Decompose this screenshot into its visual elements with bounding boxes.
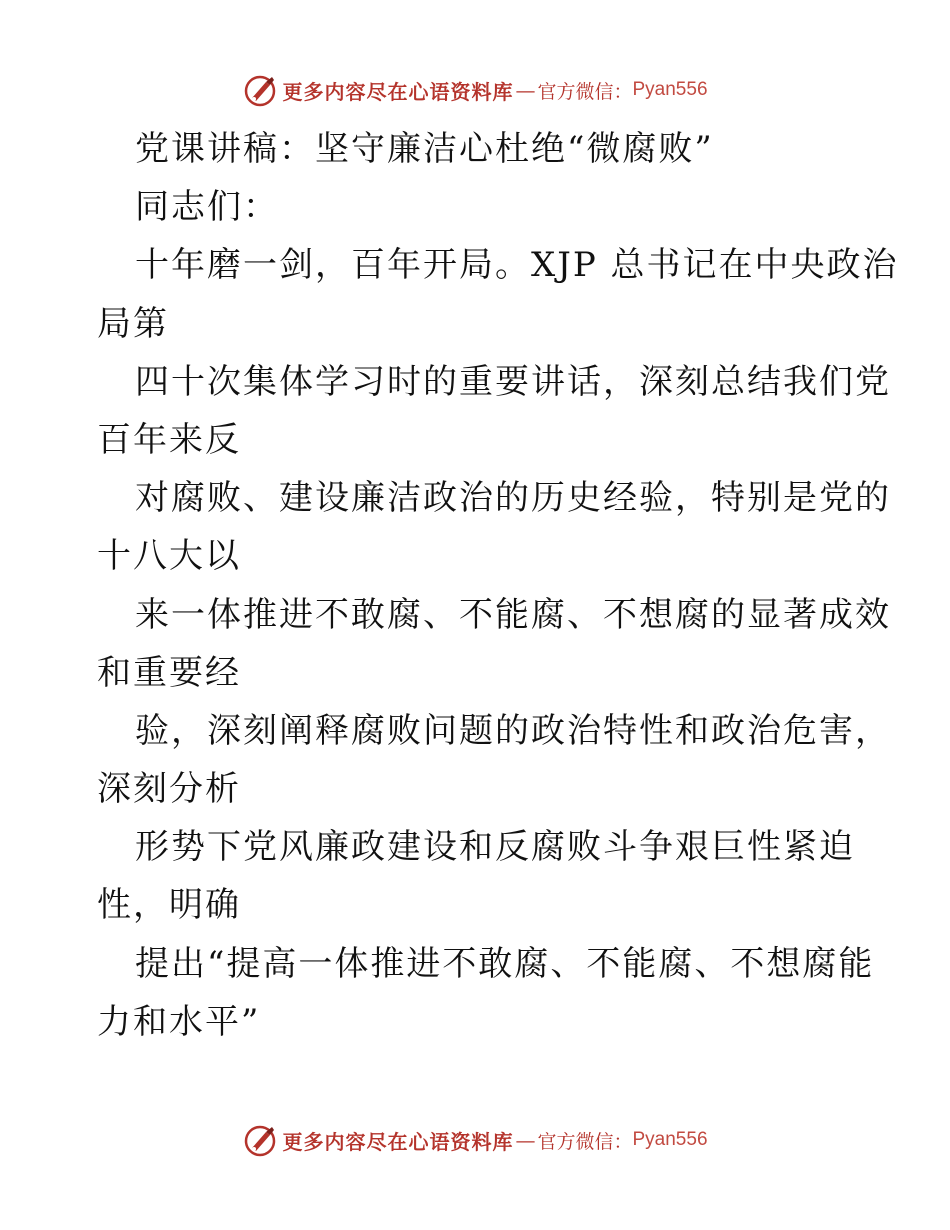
text-line: 深刻分析: [97, 769, 241, 810]
text-line: 百年来反: [97, 419, 241, 460]
banner-main-text: 更多内容尽在心语资料库: [282, 1129, 514, 1154]
text-line: 对腐败、建设廉洁政治的历史经验，特别是党的: [135, 478, 891, 519]
banner-separator: —: [515, 78, 536, 102]
pen-logo-icon: [242, 1122, 278, 1158]
pen-logo-icon: [242, 72, 278, 108]
text-line: 提出“提高一体推进不敢腐、不能腐、不想腐能: [135, 943, 875, 984]
text-line: 十年磨一剑，百年开局。XJP 总书记在中央政治: [135, 245, 899, 286]
text-line: 验，深刻阐释腐败问题的政治特性和政治危害，: [135, 710, 891, 751]
text-line: 和重要经: [97, 652, 241, 693]
footer-watermark-banner: [0, 1120, 950, 1160]
banner-wechat-id: Pyan556: [632, 1129, 708, 1150]
text-line: 力和水平”: [97, 1001, 261, 1042]
salutation: 同志们：: [135, 187, 279, 228]
text-line: 十八大以: [97, 536, 241, 577]
banner-contact-label: 官方微信：: [537, 1130, 633, 1153]
document-body: [97, 120, 899, 1051]
header-watermark-banner: [0, 70, 950, 110]
text-line: 四十次集体学习时的重要讲话，深刻总结我们党: [135, 361, 891, 402]
banner-separator: —: [515, 1128, 536, 1152]
text-line: 来一体推进不敢腐、不能腐、不想腐的显著成效: [135, 594, 891, 635]
text-line: 局第: [97, 303, 169, 344]
banner-contact-label: 官方微信：: [537, 80, 633, 103]
banner-main-text: 更多内容尽在心语资料库: [282, 79, 514, 104]
text-line: 性，明确: [97, 885, 241, 926]
text-line: 形势下党风廉政建设和反腐败斗争艰巨性紧迫: [135, 827, 855, 868]
document-title: 党课讲稿：坚守廉洁心杜绝“微腐败”: [135, 129, 714, 169]
banner-wechat-id: Pyan556: [632, 79, 708, 100]
